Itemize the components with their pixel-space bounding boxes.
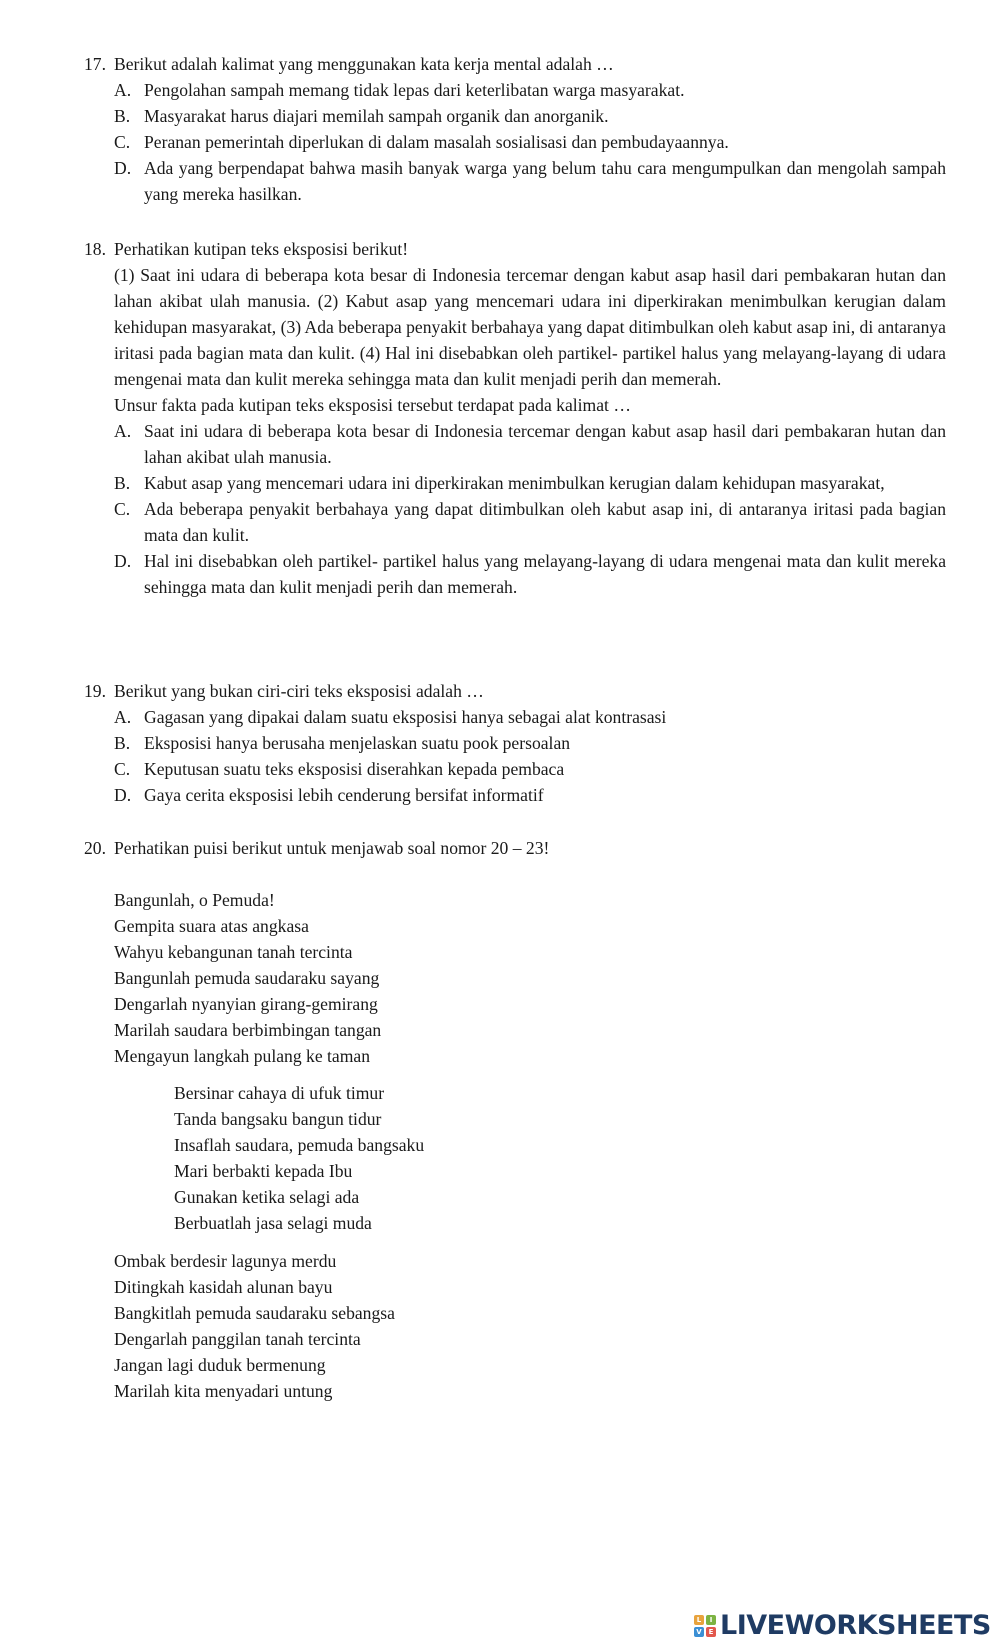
poem-stanza-1 — [114, 887, 381, 1069]
option-letter: A. — [114, 421, 132, 441]
poem-line: Gunakan ketika selagi ada — [174, 1187, 360, 1207]
option-text: Kabut asap yang mencemari udara ini diperkirakan menimbulkan kerugian dalam kehidupan masyarakat, — [144, 473, 885, 493]
option-c[interactable] — [114, 129, 946, 155]
logo-tile-i: I — [706, 1615, 716, 1625]
option-text: Pengolahan sampah memang tidak lepas dari keterlibatan warga masyarakat. — [144, 80, 685, 100]
option-text: Keputusan suatu teks eksposisi diserahkan kepada pembaca — [144, 759, 565, 779]
option-b[interactable] — [114, 470, 946, 496]
option-a[interactable] — [114, 704, 946, 730]
question-number: 19. — [84, 681, 106, 701]
poem-stanza-3 — [114, 1248, 395, 1404]
question-text: Perhatikan puisi berikut untuk menjawab soal nomor 20 – 23! — [114, 838, 550, 858]
poem-line: Mari berbakti kepada Ibu — [174, 1161, 353, 1181]
option-letter: B. — [114, 106, 131, 126]
question-17 — [84, 51, 946, 207]
exposition-passage: (1) Saat ini udara di beberapa kota besar di Indonesia tercemar dengan kabut asap hasil dari pembakaran hutan dan lahan akibat ulah manusia. (2) Kabut asap yang mencemari udara ini diperkirakan menimbulkan kerugian dalam kehidupan masyarakat, (3) Ada beberapa penyakit berbahaya yang dapat ditimbulkan oleh kabut asap ini, di antaranya iritasi pada bagian mata dan kulit. (4) Hal ini disebabkan oleh partikel- partikel halus yang melayang-layang di udara mengenai mata dan kulit mereka sehingga mata dan kulit menjadi perih dan memerah. — [114, 265, 946, 389]
option-b[interactable] — [114, 103, 946, 129]
poem-line: Marilah saudara berbimbingan tangan — [114, 1020, 382, 1040]
poem-line: Bangkitlah pemuda saudaraku sebangsa — [114, 1303, 395, 1323]
question-number: 20. — [84, 838, 106, 858]
question-number: 18. — [84, 239, 106, 259]
liveworksheets-logo-icon — [694, 1615, 716, 1637]
option-letter: A. — [114, 80, 132, 100]
option-text: Gaya cerita eksposisi lebih cenderung bersifat informatif — [144, 785, 544, 805]
poem-line: Ditingkah kasidah alunan bayu — [114, 1277, 333, 1297]
option-b[interactable] — [114, 730, 946, 756]
poem-line: Gempita suara atas angkasa — [114, 916, 309, 936]
poem-line: Dengarlah panggilan tanah tercinta — [114, 1329, 361, 1349]
option-text: Peranan pemerintah diperlukan di dalam masalah sosialisasi dan pembudayaannya. — [144, 132, 729, 152]
option-d[interactable] — [114, 782, 946, 808]
question-18 — [84, 236, 946, 600]
poem-line: Jangan lagi duduk bermenung — [114, 1355, 326, 1375]
poem-line: Dengarlah nyanyian girang-gemirang — [114, 994, 378, 1014]
question-text: Berikut yang bukan ciri-ciri teks eksposisi adalah … — [114, 681, 484, 701]
option-text: Hal ini disebabkan oleh partikel- partikel halus yang melayang-layang di udara mengenai mata dan kulit mereka sehingga mata dan kulit menjadi perih dan memerah. — [144, 551, 946, 597]
option-letter: A. — [114, 707, 132, 727]
option-letter: C. — [114, 499, 131, 519]
option-letter: C. — [114, 759, 131, 779]
option-c[interactable] — [114, 496, 946, 548]
logo-tile-l: L — [694, 1615, 704, 1625]
option-text: Ada yang berpendapat bahwa masih banyak warga yang belum tahu cara mengumpulkan dan mengolah sampah yang mereka hasilkan. — [144, 158, 946, 204]
poem-line: Tanda bangsaku bangun tidur — [174, 1109, 382, 1129]
logo-tile-e: E — [706, 1627, 716, 1637]
poem-line: Marilah kita menyadari untung — [114, 1381, 333, 1401]
liveworksheets-logo — [694, 1610, 991, 1641]
option-c[interactable] — [114, 756, 946, 782]
poem-line: Mengayun langkah pulang ke taman — [114, 1046, 371, 1066]
option-letter: D. — [114, 785, 132, 805]
option-text: Saat ini udara di beberapa kota besar di Indonesia tercemar dengan kabut asap hasil dari pembakaran hutan dan lahan akibat ulah manusia. — [144, 421, 946, 467]
question-text: Perhatikan kutipan teks eksposisi berikut! — [114, 239, 409, 259]
question-text: Berikut adalah kalimat yang menggunakan kata kerja mental adalah … — [114, 54, 614, 74]
question-prompt: Unsur fakta pada kutipan teks eksposisi tersebut terdapat pada kalimat … — [114, 395, 631, 415]
poem-line: Bangunlah pemuda saudaraku sayang — [114, 968, 380, 988]
poem-line: Berbuatlah jasa selagi muda — [174, 1213, 372, 1233]
option-text: Gagasan yang dipakai dalam suatu eksposisi hanya sebagai alat kontrasasi — [144, 707, 667, 727]
option-d[interactable] — [114, 155, 946, 207]
question-number: 17. — [84, 54, 106, 74]
question-20 — [84, 835, 946, 861]
option-a[interactable] — [114, 418, 946, 470]
option-letter: C. — [114, 132, 131, 152]
poem-line: Wahyu kebangunan tanah tercinta — [114, 942, 353, 962]
poem-line: Ombak berdesir lagunya merdu — [114, 1251, 337, 1271]
option-d[interactable] — [114, 548, 946, 600]
option-letter: D. — [114, 158, 132, 178]
option-text: Ada beberapa penyakit berbahaya yang dapat ditimbulkan oleh kabut asap ini, di antaranya iritasi pada bagian mata dan kulit. — [144, 499, 946, 545]
option-a[interactable] — [114, 77, 946, 103]
option-letter: B. — [114, 733, 131, 753]
option-text: Masyarakat harus diajari memilah sampah organik dan anorganik. — [144, 106, 609, 126]
poem-line: Bangunlah, o Pemuda! — [114, 890, 275, 910]
option-letter: B. — [114, 473, 131, 493]
option-text: Eksposisi hanya berusaha menjelaskan suatu pook persoalan — [144, 733, 571, 753]
option-letter: D. — [114, 551, 132, 571]
poem-stanza-2 — [174, 1080, 424, 1236]
logo-tile-v: V — [694, 1627, 704, 1637]
brand-name: LIVEWORKSHEETS — [720, 1610, 991, 1641]
poem-line: Bersinar cahaya di ufuk timur — [174, 1083, 385, 1103]
poem-line: Insaflah saudara, pemuda bangsaku — [174, 1135, 425, 1155]
question-19 — [84, 678, 946, 808]
